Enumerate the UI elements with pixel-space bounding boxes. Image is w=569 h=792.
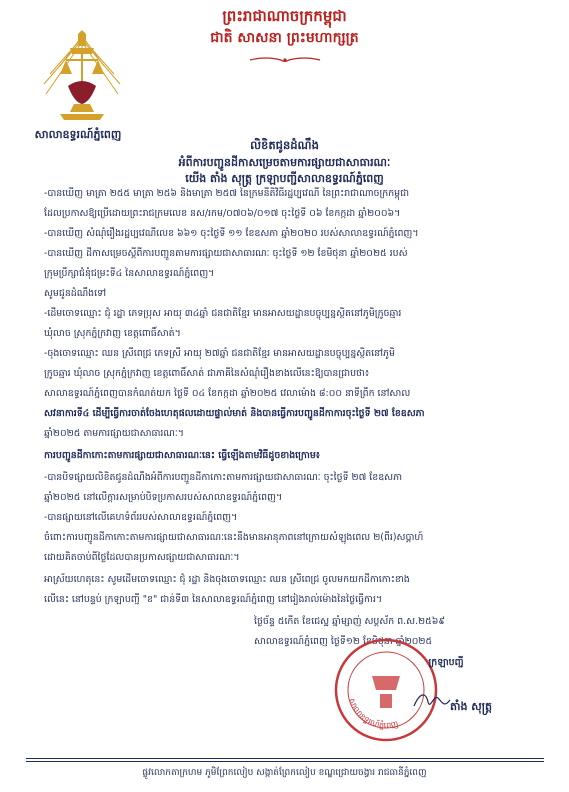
signature-icon	[412, 688, 452, 714]
paragraph-line: -ដើមចោទឈ្មោះ ជុំ រដ្ឋា ភេទប្រុស អាយុ ៣៤ឆ្នាំ ជនជាតិខ្មែរ មានអាសយដ្ឋានបច្ចុប្បន្នស្ថិតនៅភូមិក្រូចឆ្មារ	[44, 308, 402, 319]
paragraph-line: -បានផ្សាយនៅលើគេហទំព័ររបស់សាលាឧទ្ធរណ៍ភ្នំពេញ។	[44, 512, 238, 523]
paragraph-line: -បានឃើញ មាត្រា ២៥៥ មាត្រា ២៥៦ និងមាត្រា ២៥៧ នៃក្រមនីតិវិធីរដ្ឋប្បវេណី នៃព្រះរាជាណាចក្រកម្ពុជា	[44, 188, 410, 199]
paragraph-line: ចំពោះការបញ្ជូនដីកាកោះតាមការផ្សាយជាសាធារណៈនេះនឹងមានអានុភាពនៅក្រោយសំឡុងពេល ២(ពីរ)សប្តាហ៍	[44, 532, 424, 543]
paragraph-line: សាលាឧទ្ធរណ៍ភ្នំពេញបានកំណត់យក ថ្ងៃទី ០៤ ខែកក្កដា ឆ្នាំ២០២៥ វេលាម៉ោង ៨:០០ នាទីព្រឹក នៅសាល	[44, 388, 411, 399]
header-kingdom: ព្រះរាជាណាចក្រកម្ពុជា	[222, 7, 347, 25]
paragraph-line: ឃុំលាច ស្រុកភ្នំក្រវាញ ខេត្តពោធិ៍សាត់។	[44, 328, 181, 339]
lunar-date: ថ្ងៃច័ន្ទ ៥កើត ខែ​ជេស្ឋ ឆ្នាំម្សាញ់ សប្តស័ក ព.ស.២៥៦៩	[254, 616, 446, 627]
paragraph-line: -បានបិទផ្សាយលិខិតជូនដំណឹងអំពីការបញ្ជូនដីកាកោះតាមការផ្សាយជាសាធារណៈ ចុះថ្ងៃទី ២៧ ខែឧសភា	[44, 472, 403, 483]
court-emblem-icon	[40, 30, 124, 126]
signer-name: តាំង សុត្ត្រ	[450, 700, 493, 713]
header-motto: ជាតិ សាសនា ព្រះមហាក្សត្រ	[210, 30, 359, 46]
header-ornament-icon	[248, 55, 322, 65]
document-title: លិខិតជូនដំណឹង	[250, 138, 319, 152]
stamp-text: សាលាឧទ្ធរណ៍ភ្នំពេញ	[347, 696, 400, 731]
paragraph-line: ការបញ្ជូនដីកាកោះតាមការផ្សាយជាសាធារណៈនេះ ធ្វើឡើងតាមវិធីដូចខាងក្រោម៖	[44, 450, 320, 461]
footer-address: ផ្លូវលោកតាក្រហម ភូមិព្រែកលៀប សង្កាត់ព្រែកលៀប ខណ្ឌជ្រោយចង្វារ រាជធានីភ្នំពេញ	[142, 768, 427, 778]
paragraph-line: សូមជូនដំណឹងទៅ	[44, 288, 107, 299]
paragraph-line: ក្រូចឆ្មារ ឃុំលាច ស្រុកភ្នំក្រវាញ ខេត្តពោធិ៍សាត់ ជាភាគីនៃសំណុំរឿងខាងលើនេះឱ្យបានជ្រាបថា៖	[44, 368, 370, 379]
document-recipient-line: យើង តាំង សុត្ត្រ ក្រឡាបញ្ជីសាលាឧទ្ធរណ៍ភ្នំពេញ	[185, 172, 384, 185]
footer-divider	[26, 758, 544, 759]
paragraph-line: ក្រុមប្រឹក្សាជំនុំជម្រះទី៤ នៃសាលាឧទ្ធរណ៍ភ្នំពេញ។	[44, 268, 215, 279]
paragraph-line: ឆ្នាំ២០២៥ តាមការផ្សាយជាសាធារណៈ។	[44, 428, 184, 439]
paragraph-line: សវនាការទី៤ ដើម្បីធ្វើការចាត់ចែងហេតុផលដោយផ្ទាល់មាត់ និងបានធ្វើការបញ្ជូនដីកាការចុះថ្ងៃទី ២៧ ខែឧសភា	[44, 408, 425, 419]
paragraph-line: ឆ្នាំ២០២៥ នៅលើក្តារសម្រាប់បិទប្រកាសរបស់សាលាឧទ្ធរណ៍ភ្នំពេញ។	[44, 492, 283, 503]
document-subject: អំពីការបញ្ជូនដីកាសម្រេចតាមការផ្សាយជាសាធារណៈ	[178, 156, 391, 169]
court-name: សាលាឧទ្ធរណ៍ភ្នំពេញ	[34, 128, 122, 141]
footer-divider	[26, 761, 544, 762]
paragraph-line: ដោយគិតចាប់ពីថ្ងៃដែលបានប្រកាសផ្សាយជាសាធារណៈ។	[44, 552, 240, 563]
paragraph-line: ដែលប្រកាសឱ្យប្រើដោយព្រះរាជក្រមលេខ នស/រកម/០៧០៦/០១៧ ចុះថ្ងៃទី ០៦ ខែកក្កដា ឆ្នាំ២០០៦។	[44, 208, 401, 219]
paragraph-line: អាស្រ័យហេតុនេះ សូមដើមចោទឈ្មោះ ជុំ រដ្ឋា និងចុងចោទឈ្មោះ ឈន ស្រីពេជ្រ ចូលមកយកដីកាកោះខាង	[44, 574, 410, 585]
paragraph-line: លើនេះ នៅបន្ទប់ ក្រឡាបញ្ជី "ខ" ជាន់ទី៣ នៃសាលាឧទ្ធរណ៍ភ្នំពេញ នៅរៀងរាល់ម៉ោងនៃថ្ងៃធ្វើការ។	[44, 594, 383, 605]
paragraph-line: -បានឃើញ ដីកាសម្រេចស្តីពីការបញ្ជូនតាមការផ្សាយជាសាធារណៈ ចុះថ្ងៃទី ១២ ខែមិថុនា ឆ្នាំ២០២៥ របស់	[44, 248, 408, 259]
paragraph-line: -ចុងចោទឈ្មោះ ឈន ស្រីពេជ្រ ភេទស្រី អាយុ ២៧ឆ្នាំ ជនជាតិខ្មែរ មានអាសយដ្ឋានបច្ចុប្បន្នស្ថិតនៅភូមិ	[44, 348, 395, 359]
solar-date: សាលាឧទ្ធរណ៍ភ្នំពេញ ថ្ងៃទី១២ ខែមិថុនា ឆ្នាំ២០២៥	[254, 636, 433, 647]
signature-role: ក្រឡាបញ្ជី	[428, 657, 464, 668]
paragraph-line: -បានឃើញ សំណុំរឿងរដ្ឋប្បវេណីលេខ ៦៦១ ចុះថ្ងៃទី ១១ ខែឧសភា ឆ្នាំ២០២០ របស់សាលាឧទ្ធរណ៍ភ្នំពេញ។	[44, 228, 419, 239]
